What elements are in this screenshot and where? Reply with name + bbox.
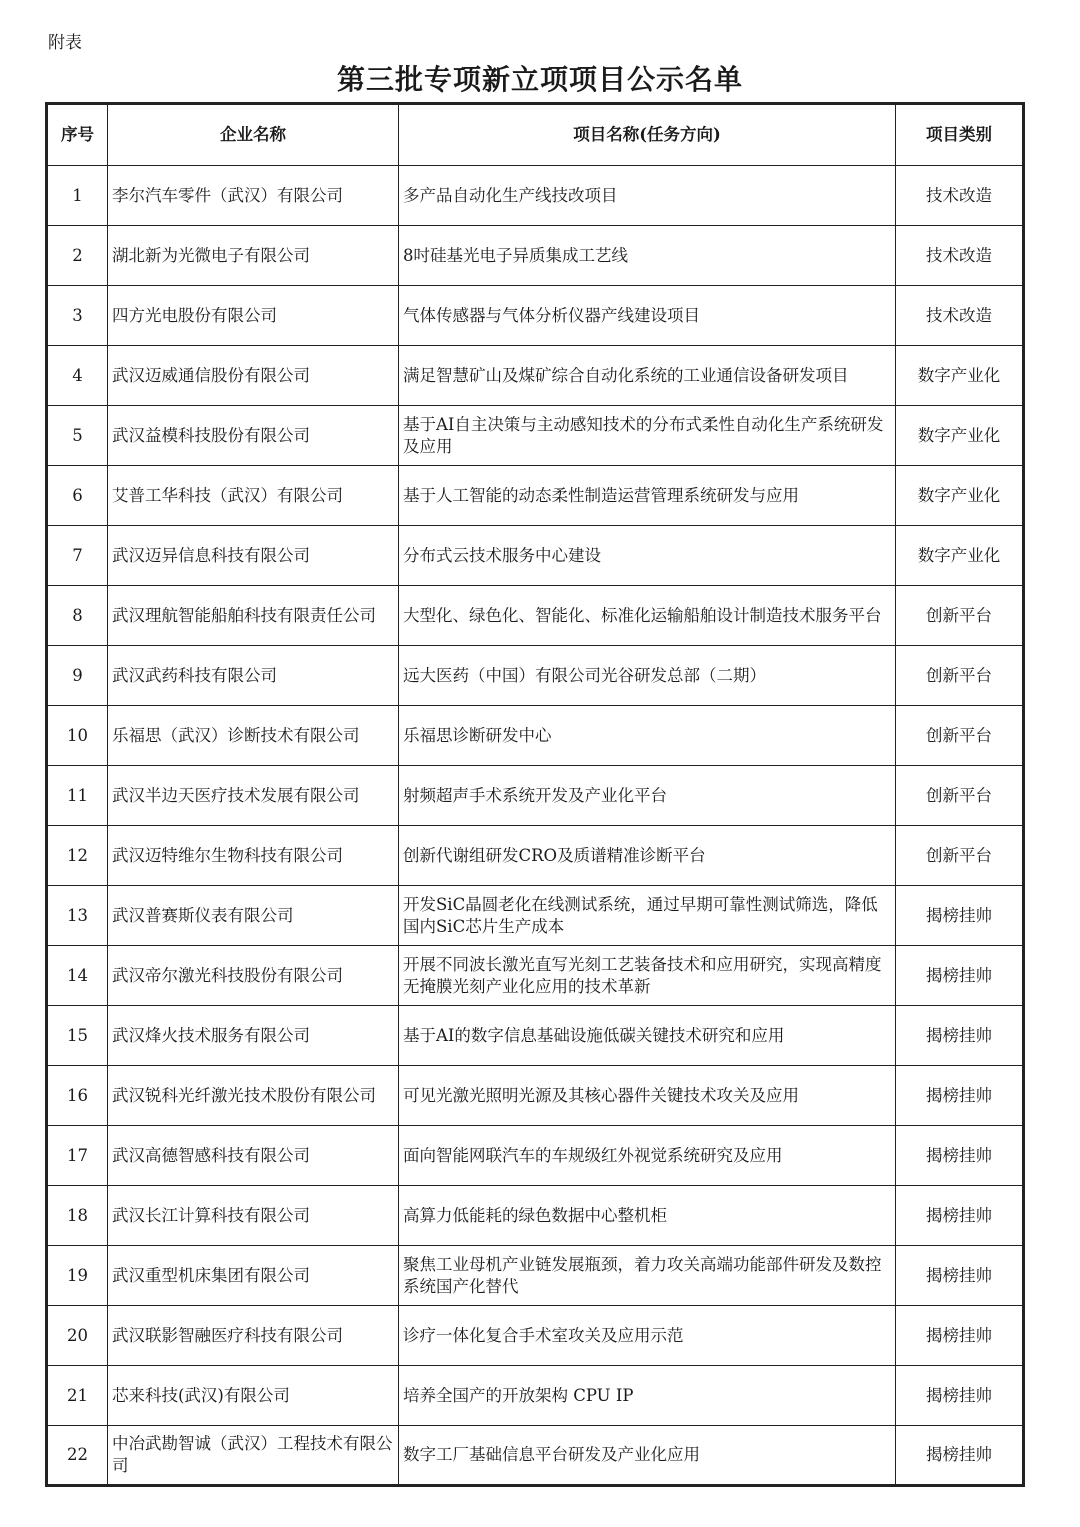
company-name: 武汉普赛斯仪表有限公司 — [108, 886, 399, 946]
company-name: 乐福思（武汉）诊断技术有限公司 — [108, 706, 399, 766]
table-row — [47, 586, 1024, 646]
project-category: 揭榜挂帅 — [896, 1186, 1024, 1246]
project-category: 揭榜挂帅 — [896, 1246, 1024, 1306]
company-name: 武汉半边天医疗技术发展有限公司 — [108, 766, 399, 826]
project-name: 远大医药（中国）有限公司光谷研发总部（二期） — [399, 646, 896, 706]
page-title: 第三批专项新立项项目公示名单 — [336, 63, 743, 96]
project-name: 创新代谢组研发CRO及质谱精准诊断平台 — [399, 826, 896, 886]
row-number: 17 — [47, 1126, 108, 1186]
project-name: 乐福思诊断研发中心 — [399, 706, 896, 766]
project-name: 面向智能网联汽车的车规级红外视觉系统研究及应用 — [399, 1126, 896, 1186]
project-category: 技术改造 — [896, 166, 1024, 226]
project-category: 创新平台 — [896, 706, 1024, 766]
header-company: 企业名称 — [108, 104, 399, 166]
project-name: 射频超声手术系统开发及产业化平台 — [399, 766, 896, 826]
company-name: 武汉益模科技股份有限公司 — [108, 406, 399, 466]
company-name: 李尔汽车零件（武汉）有限公司 — [108, 166, 399, 226]
table-row — [47, 346, 1024, 406]
row-number: 9 — [47, 646, 108, 706]
row-number: 18 — [47, 1186, 108, 1246]
row-number: 20 — [47, 1306, 108, 1366]
project-category: 数字产业化 — [896, 466, 1024, 526]
project-name: 基于AI自主决策与主动感知技术的分布式柔性自动化生产系统研发及应用 — [399, 406, 896, 466]
project-table — [45, 102, 1025, 1487]
project-name: 开发SiC晶圆老化在线测试系统，通过早期可靠性测试筛选，降低国内SiC芯片生产成本 — [399, 886, 896, 946]
project-category: 揭榜挂帅 — [896, 1366, 1024, 1426]
table-row — [47, 166, 1024, 226]
row-number: 15 — [47, 1006, 108, 1066]
table-row — [47, 886, 1024, 946]
company-name: 武汉迈异信息科技有限公司 — [108, 526, 399, 586]
project-name: 分布式云技术服务中心建设 — [399, 526, 896, 586]
company-name: 艾普工华科技（武汉）有限公司 — [108, 466, 399, 526]
company-name: 中冶武勘智诚（武汉）工程技术有限公司 — [108, 1426, 399, 1486]
project-name: 培养全国产的开放架构 CPU IP — [399, 1366, 896, 1426]
project-category: 揭榜挂帅 — [896, 1066, 1024, 1126]
project-name: 基于AI的数字信息基础设施低碳关键技术研究和应用 — [399, 1006, 896, 1066]
company-name: 武汉高德智感科技有限公司 — [108, 1126, 399, 1186]
project-name: 气体传感器与气体分析仪器产线建设项目 — [399, 286, 896, 346]
project-category: 技术改造 — [896, 226, 1024, 286]
project-category: 揭榜挂帅 — [896, 1426, 1024, 1486]
table-row — [47, 646, 1024, 706]
row-number: 13 — [47, 886, 108, 946]
company-name: 武汉烽火技术服务有限公司 — [108, 1006, 399, 1066]
row-number: 5 — [47, 406, 108, 466]
company-name: 武汉重型机床集团有限公司 — [108, 1246, 399, 1306]
company-name: 芯来科技(武汉)有限公司 — [108, 1366, 399, 1426]
table-row — [47, 826, 1024, 886]
table-row — [47, 1006, 1024, 1066]
company-name: 武汉理航智能船舶科技有限责任公司 — [108, 586, 399, 646]
project-category: 数字产业化 — [896, 346, 1024, 406]
project-name: 诊疗一体化复合手术室攻关及应用示范 — [399, 1306, 896, 1366]
table-row — [47, 706, 1024, 766]
table-row — [47, 286, 1024, 346]
project-category: 数字产业化 — [896, 526, 1024, 586]
project-name: 大型化、绿色化、智能化、标准化运输船舶设计制造技术服务平台 — [399, 586, 896, 646]
table-row — [47, 1186, 1024, 1246]
project-category: 揭榜挂帅 — [896, 946, 1024, 1006]
row-number: 3 — [47, 286, 108, 346]
project-category: 数字产业化 — [896, 406, 1024, 466]
project-name: 可见光激光照明光源及其核心器件关键技术攻关及应用 — [399, 1066, 896, 1126]
header-no: 序号 — [47, 104, 108, 166]
company-name: 湖北新为光微电子有限公司 — [108, 226, 399, 286]
project-name: 开展不同波长激光直写光刻工艺装备技术和应用研究，实现高精度无掩膜光刻产业化应用的技术革新 — [399, 946, 896, 1006]
table-row — [47, 526, 1024, 586]
table-row — [47, 1426, 1024, 1486]
company-name: 武汉迈威通信股份有限公司 — [108, 346, 399, 406]
table-body — [47, 166, 1024, 1486]
table-row — [47, 766, 1024, 826]
company-name: 武汉帝尔激光科技股份有限公司 — [108, 946, 399, 1006]
project-category: 技术改造 — [896, 286, 1024, 346]
project-category: 揭榜挂帅 — [896, 1006, 1024, 1066]
row-number: 14 — [47, 946, 108, 1006]
project-category: 创新平台 — [896, 826, 1024, 886]
project-category: 揭榜挂帅 — [896, 886, 1024, 946]
table-row — [47, 466, 1024, 526]
table-header-row — [47, 104, 1024, 166]
row-number: 7 — [47, 526, 108, 586]
company-name: 武汉迈特维尔生物科技有限公司 — [108, 826, 399, 886]
row-number: 6 — [47, 466, 108, 526]
project-name: 满足智慧矿山及煤矿综合自动化系统的工业通信设备研发项目 — [399, 346, 896, 406]
company-name: 武汉联影智融医疗科技有限公司 — [108, 1306, 399, 1366]
row-number: 1 — [47, 166, 108, 226]
project-name: 高算力低能耗的绿色数据中心整机柜 — [399, 1186, 896, 1246]
row-number: 4 — [47, 346, 108, 406]
row-number: 2 — [47, 226, 108, 286]
company-name: 四方光电股份有限公司 — [108, 286, 399, 346]
table-row — [47, 1306, 1024, 1366]
project-name: 多产品自动化生产线技改项目 — [399, 166, 896, 226]
row-number: 12 — [47, 826, 108, 886]
table-row — [47, 1066, 1024, 1126]
row-number: 19 — [47, 1246, 108, 1306]
table-row — [47, 406, 1024, 466]
company-name: 武汉武药科技有限公司 — [108, 646, 399, 706]
table-row — [47, 946, 1024, 1006]
attachment-label: 附表 — [48, 33, 82, 53]
row-number: 22 — [47, 1426, 108, 1486]
project-category: 揭榜挂帅 — [896, 1126, 1024, 1186]
project-name: 基于人工智能的动态柔性制造运营管理系统研发与应用 — [399, 466, 896, 526]
header-project: 项目名称(任务方向) — [399, 104, 896, 166]
header-category: 项目类别 — [896, 104, 1024, 166]
project-name: 8吋硅基光电子异质集成工艺线 — [399, 226, 896, 286]
project-category: 创新平台 — [896, 766, 1024, 826]
row-number: 10 — [47, 706, 108, 766]
project-name: 数字工厂基础信息平台研发及产业化应用 — [399, 1426, 896, 1486]
project-category: 创新平台 — [896, 646, 1024, 706]
project-category: 创新平台 — [896, 586, 1024, 646]
project-name: 聚焦工业母机产业链发展瓶颈，着力攻关高端功能部件研发及数控系统国产化替代 — [399, 1246, 896, 1306]
row-number: 21 — [47, 1366, 108, 1426]
table-row — [47, 1366, 1024, 1426]
company-name: 武汉锐科光纤激光技术股份有限公司 — [108, 1066, 399, 1126]
table-row — [47, 1246, 1024, 1306]
row-number: 8 — [47, 586, 108, 646]
table-row — [47, 1126, 1024, 1186]
row-number: 11 — [47, 766, 108, 826]
table-row — [47, 226, 1024, 286]
project-category: 揭榜挂帅 — [896, 1306, 1024, 1366]
row-number: 16 — [47, 1066, 108, 1126]
company-name: 武汉长江计算科技有限公司 — [108, 1186, 399, 1246]
